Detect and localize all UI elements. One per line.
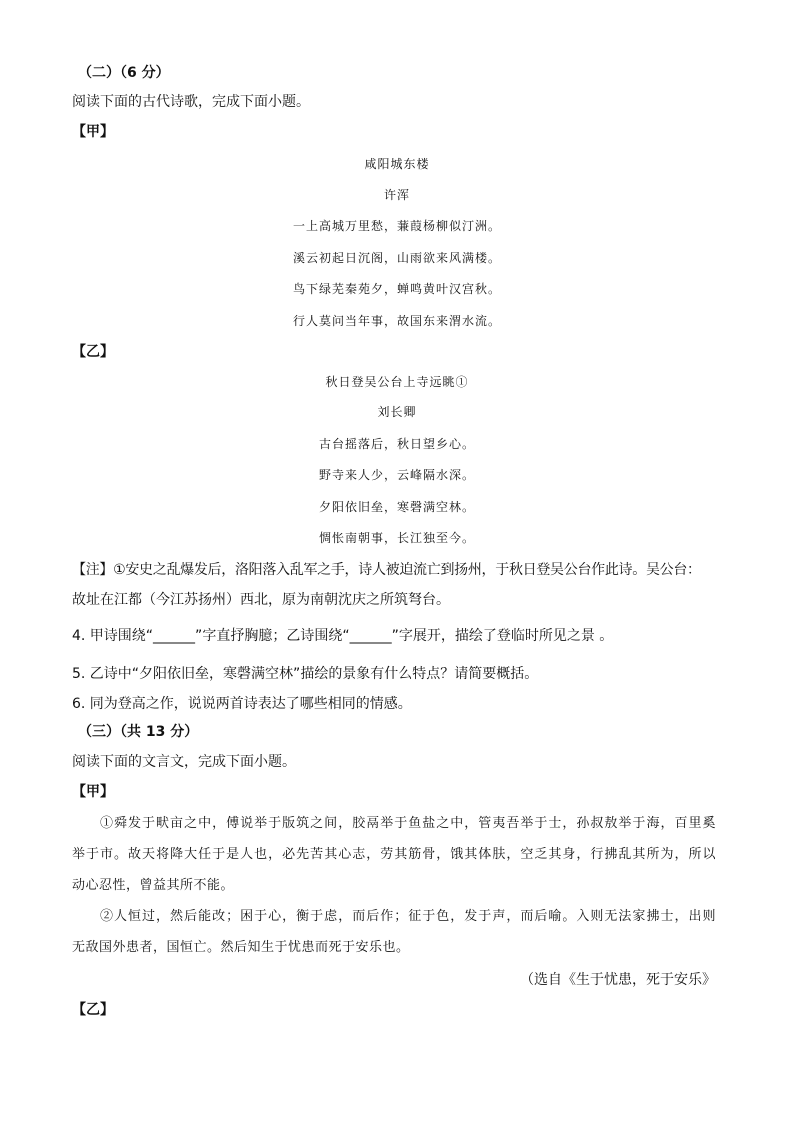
classical-text-line: ②人恒过，然后能改；困于心，衡于虑，而后作；征于色，发于声，而后喻。入则无法家拂士，出则 — [100, 909, 716, 924]
poem-line: 鸟下绿芜秦苑夕，蝉鸣黄叶汉宫秋。 — [292, 282, 501, 296]
instruction-text: 阅读下面的古代诗歌，完成下面小题。 — [72, 94, 310, 110]
classical-text-line: 举于市。故天将降大任于是人也，必先苦其心志，劳其筋骨，饿其体肤，空乏其身，行拂乱其所为，所以 — [72, 847, 716, 862]
section-heading: （三）（共 13 分） — [78, 724, 199, 740]
annotation-note: 【注】①安史之乱爆发后，洛阳落入乱军之手，诗人被迫流亡到扬州，于秋日登吴公台作此诗。吴公台： — [72, 562, 701, 578]
poem-line: 惆怅南朝事，长江独至今。 — [318, 531, 475, 545]
question-5: 5. 乙诗中“夕阳依旧垒，寒磬满空林”描绘的景象有什么特点？请简要概括。 — [72, 666, 539, 682]
poem-author: 刘长卿 — [377, 405, 417, 419]
label-jia: 【甲】 — [72, 124, 114, 140]
classical-text-line: 动心忍性，曾益其所不能。 — [72, 878, 235, 893]
poem-author: 许浑 — [383, 188, 410, 202]
section-heading: （二）（6 分） — [78, 65, 170, 81]
question-6: 6. 同为登高之作，说说两首诗表达了哪些相同的情感。 — [72, 696, 412, 712]
poem-line: 古台摇落后，秋日望乡心。 — [318, 437, 475, 451]
poem-line: 行人莫问当年事，故国东来渭水流。 — [292, 314, 501, 328]
label-jia: 【甲】 — [72, 784, 114, 800]
question-4: 4. 甲诗围绕“______”字直抒胸臆；乙诗围绕“______”字展开，描绘了登临时所见之景 。 — [72, 628, 614, 644]
poem-line: 野寺来人少，云峰隔水深。 — [318, 468, 475, 482]
poem-line: 一上高城万里愁，蒹葭杨柳似汀洲。 — [292, 219, 501, 233]
source-citation: （选自《生于忧患，死于安乐》 — [520, 972, 716, 988]
instruction-text: 阅读下面的文言文，完成下面小题。 — [72, 754, 296, 770]
annotation-note: 故址在江都（今江苏扬州）西北，原为南朝沈庆之所筑弩台。 — [72, 592, 450, 608]
poem-title: 秋日登吴公台上寺远眺① — [325, 375, 469, 389]
classical-text-line: 无敌国外患者，国恒亡。然后知生于忧患而死于安乐也。 — [72, 940, 410, 955]
poem-title: 咸阳城东楼 — [364, 157, 430, 171]
poem-line: 夕阳依旧垒，寒磬满空林。 — [318, 500, 475, 514]
classical-text-line: ①舜发于畎亩之中，傅说举于版筑之间，胶鬲举于鱼盐之中，管夷吾举于士，孙叔敖举于海，百里奚 — [100, 816, 716, 831]
label-yi: 【乙】 — [72, 344, 114, 360]
poem-line: 溪云初起日沉阁，山雨欲来风满楼。 — [292, 251, 501, 265]
label-yi: 【乙】 — [72, 1002, 114, 1018]
